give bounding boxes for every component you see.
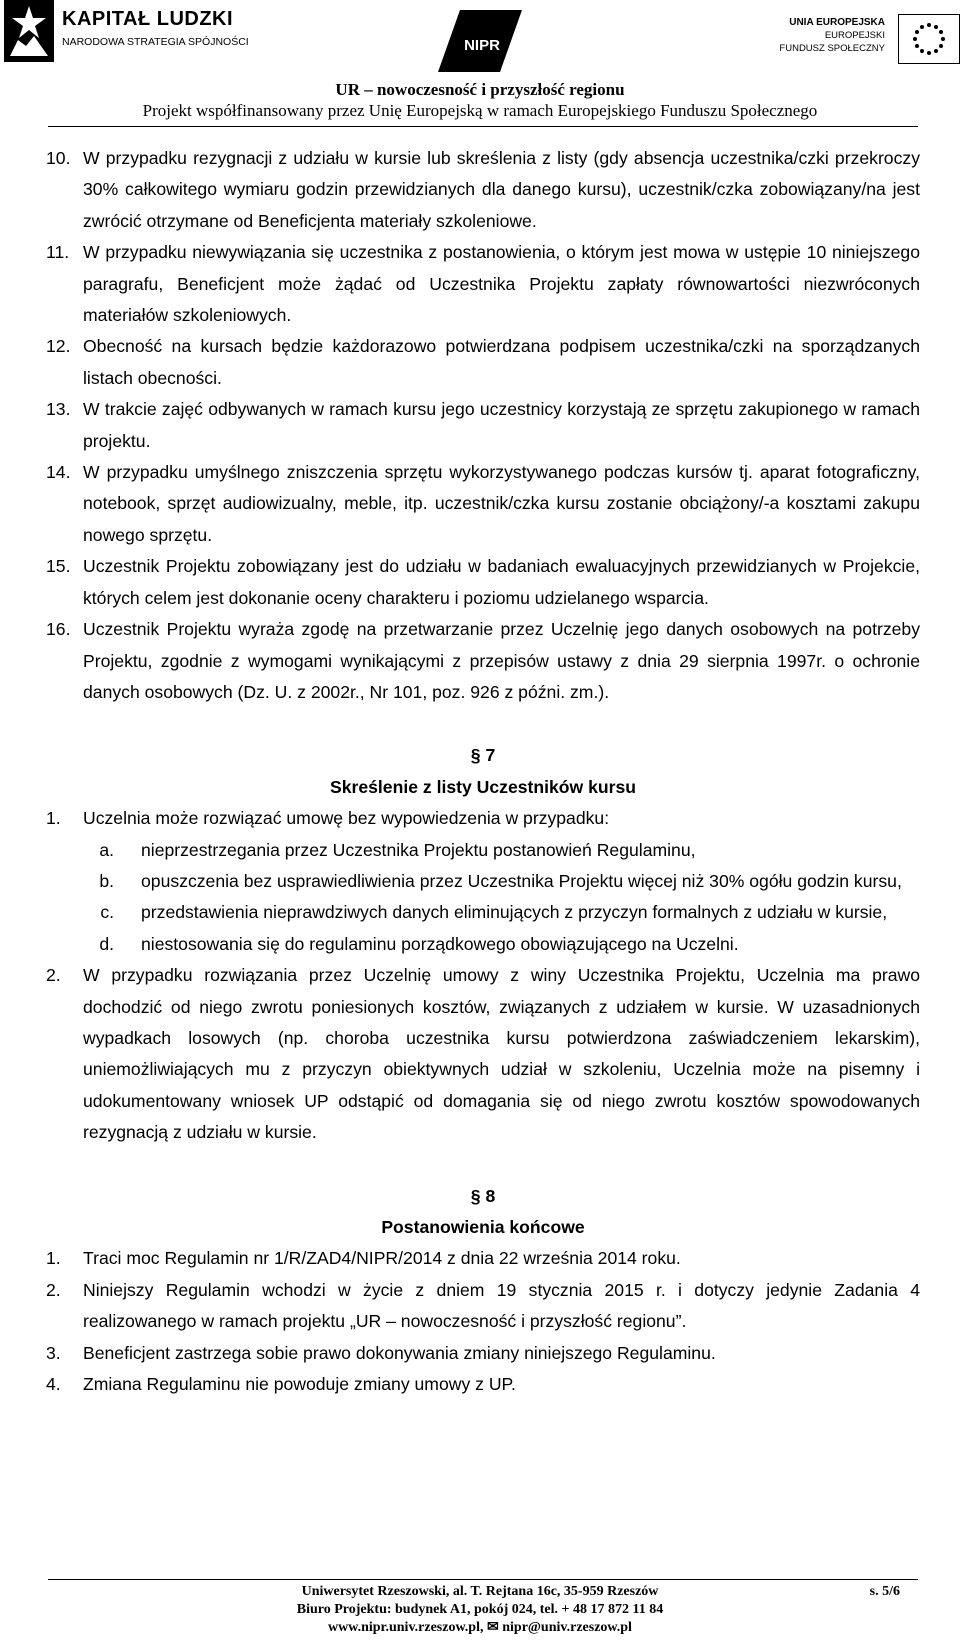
kapital-ludzki-emblem-icon [4,0,54,62]
page-footer [0,1583,960,1637]
item-number: 10. [46,148,71,168]
eu-flag-icon [898,14,960,64]
header-subtitle: Projekt współfinansowany przez Unię Europejską w ramach Europejskiego Funduszu Społecznego [142,101,818,120]
list-item [46,331,920,394]
footer-office: Biuro Projektu: budynek A1, pokój 024, tel. + 48 17 872 11 84 [296,1602,664,1617]
eu-logo [779,14,960,64]
section8 [46,1181,920,1401]
item-number: 2. [46,1279,61,1300]
kapital-ludzki-title: KAPITAŁ LUDZKI [62,8,234,30]
item-text: Beneficjent zastrzega sobie prawo dokonywania zmiany niniejszego Regulaminu. [83,1342,716,1363]
item-number: 12. [46,336,71,357]
item-number: 3. [46,1342,61,1363]
sub-list-item [46,835,920,866]
item-number: 1. [46,1248,61,1269]
footer-address: Uniwersytet Rzeszowski, al. T. Rejtana 16c, 35-959 Rzeszów [301,1584,659,1599]
item-text: W trakcie zajęć odbywanych w ramach kursu jego uczestnicy korzystają ze sprzętu zakupionego w ramach projektu. [83,399,920,451]
envelope-icon: ✉ [487,1620,499,1635]
kapital-ludzki-logo [4,0,249,62]
nipr-logo-text: NIPR [464,37,500,54]
sub-list-item [46,866,920,897]
footer-website-link[interactable]: www.nipr.univ.rzeszow.pl, [328,1620,484,1635]
page-number: s. 5/6 [869,1584,900,1599]
item-number: 2. [46,965,61,986]
item-number: 14. [46,462,71,483]
list-item [46,457,920,551]
list-item [46,803,920,834]
item-text: W przypadku rezygnacji z udziału w kursie lub skreślenia z listy (gdy absencja uczestnika/czki przekroczy 30% całkowitego wymiaru godzin przewidzianych dla danego kursu), uczestnik/czka zobowiązany/na jest zwrócić otrzymane od Beneficjenta materiały szkoleniowe. [83,148,920,231]
list-item [46,143,920,237]
section-spacer [46,708,920,740]
sub-item-text: niestosowania się do regulaminu porządkowego obowiązującego na Uczelni. [141,933,739,954]
sub-item-letter: c. [100,902,114,923]
sub-list-item [46,929,920,960]
footer-email-link[interactable]: nipr@univ.rzeszow.pl [502,1620,632,1635]
list-item [46,614,920,708]
item-number: 13. [46,399,71,420]
list-item [46,1243,920,1274]
header-title: UR – nowoczesność i przyszłość regionu [335,80,625,99]
item-text: W przypadku niewywiązania się uczestnika z postanowienia, o którym jest mowa w ustępie 10 niniejszego paragrafu, Beneficjent może żądać od Uczestnika Projektu zapłaty równowartości niezwróconych materiałów szkoleniowych. [83,242,920,326]
section-title: Skreślenie z listy Uczestników kursu [329,776,637,797]
eu-logo-line3: FUNDUSZ SPOŁECZNY [779,43,885,54]
sub-item-text: opuszczenia bez usprawiedliwienia przez Uczestnika Projektu więcej niż 30% ogółu godzin kursu, [141,870,902,891]
sub-item-letter: d. [99,933,114,954]
document-body [46,143,920,1400]
section6-list [46,143,920,708]
item-text: Niniejszy Regulamin wchodzi w życie z dniem 19 stycznia 2015 r. i dotyczy jedynie Zadania 4 realizowanego w ramach projektu „UR – nowoczesność i przyszłość regionu”. [83,1279,920,1332]
sub-item-text: przedstawienia nieprawdziwych danych eliminujących z przyczyn formalnych z udziału w kursie, [141,902,888,923]
item-text: Uczestnik Projektu zobowiązany jest do udziału w badaniach ewaluacyjnych przewidzianych w Projekcie, których celem jest dokonanie oceny charakteru i poziomu udzielanego wsparcia. [83,556,920,608]
item-text: Uczelnia może rozwiązać umowę bez wypowiedzenia w przypadku: [83,808,610,829]
item-number: 1. [46,808,61,829]
list-item [46,551,920,614]
eu-logo-line2: EUROPEJSKI [824,30,885,41]
sub-list-item [46,897,920,928]
sub-item-letter: b. [99,870,114,891]
list-item [46,960,920,1148]
item-text: Uczestnik Projektu wyraża zgodę na przetwarzanie przez Uczelnię jego danych osobowych na potrzeby Projektu, zgodnie z wymogami wynikającymi z przepisów ustawy z dnia 29 sierpnia 1997r. o ochronie danych osobowych (Dz. U. z 2002r., Nr 101, poz. 926 z późni. zm.). [83,619,920,702]
section-spacer [46,1149,920,1181]
page-header [0,0,960,125]
item-text: W przypadku umyślnego zniszczenia sprzętu wykorzystywanego podczas kursów tj. aparat fotograficzny, notebook, sprzęt audiowizualny, meble, itp. uczestnik/czka kursu zostanie obciążony/-a kosztami zakupu nowego sprzętu. [83,462,920,545]
list-item [46,1275,920,1338]
item-text: W przypadku rozwiązania przez Uczelnię umowy z winy Uczestnika Projektu, Uczelnia ma prawo dochodzić od niego zwrotu poniesionych kosztów, związanych z udziałem w kursie. W uzasadnionych wypadkach losowych (np. choroba uczestnika kursu potwierdzona zaświadczeniem lekarskim), uniemożliwiających mu z przyczyn obiektywnych udział w szkoleniu, Uczelnia może na pisemny i udokumentowany wniosek UP odstąpić od domagania się od niego zwrotu kosztów spowodowanych rezygnacją z udziału w kursie. [83,965,920,1143]
section-number: § 7 [470,745,496,766]
item-text: Zmiana Regulaminu nie powoduje zmiany umowy z UP. [83,1374,516,1395]
nipr-logo [438,10,522,72]
section-number: § 8 [470,1185,496,1206]
item-number: 11. [46,242,70,263]
footer-contact [0,1619,960,1637]
item-number: 16. [46,619,71,640]
item-number: 4. [46,1374,61,1395]
list-item [46,237,920,331]
list-item [46,1369,920,1400]
footer-divider [48,1579,918,1580]
list-item [46,1338,920,1369]
item-number: 15. [46,556,71,577]
item-text: Obecność na kursach będzie każdorazowo potwierdzana podpisem uczestnika/czki na sporządzanych listach obecności. [83,336,920,388]
section7 [46,740,920,1148]
header-divider [48,126,918,127]
section-title: Postanowienia końcowe [381,1217,585,1237]
kapital-ludzki-subtitle: NARODOWA STRATEGIA SPÓJNOŚCI [62,36,249,48]
eu-logo-line1: UNIA EUROPEJSKA [789,17,885,28]
sub-item-text: nieprzestrzegania przez Uczestnika Projektu postanowień Regulaminu, [141,839,696,860]
eu-logo-text [779,16,885,55]
sub-item-letter: a. [99,839,114,860]
list-item [46,394,920,457]
item-text: Traci moc Regulamin nr 1/R/ZAD4/NIPR/2014 z dnia 22 września 2014 roku. [83,1248,681,1269]
